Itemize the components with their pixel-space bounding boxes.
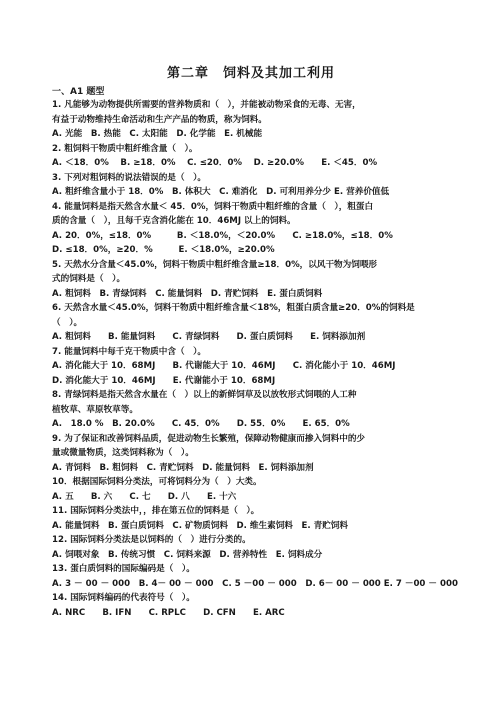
document-title: 第二章 饲料及其加工利用 (166, 66, 335, 81)
text-line: A. 粗饲料 B. 能量饲料 C. 青绿饲料 D. 蛋白质饲料 E. 饲料添加剂 (52, 332, 366, 342)
text-line: A. ＜18．0% B. ≥18．0% C. ≤20．0% D. ≥20.0% E. ＜45．0% (52, 158, 378, 168)
text-line: 有益于动物维持生命活动和生产产品的物质，称为饲料。 (52, 114, 267, 125)
text-line: A. 20．0%，≤18．0% B. ＜18.0%，＜20.0% C. ≥18.0%，≤18．0% (52, 230, 393, 241)
text-line: A. NRC B. IFN C. RPLC D. CFN E. ARC (52, 607, 285, 618)
text-line: D. 消化能大于 10．46MJ E. 代谢能小于 10．68MJ (52, 375, 276, 386)
text-line: 植牧草、草原牧草等。 (52, 404, 138, 415)
text-line: A. 粗饲料 B. 青绿饲料 C. 能量饲料 D. 青贮饲料 E. 蛋白质饲料 (52, 288, 323, 299)
section-heading: 一、A1 题型 (52, 87, 105, 97)
text-line: 8. 青绿饲料是指天然含水量在（ ）以上的新鲜饲草及以放牧形式饲喂的人工种 (52, 390, 357, 400)
text-line: 14. 国际饲料编码的代表符号（ ）。 (52, 593, 195, 603)
text-line: 6. 天然含水量＜45.0%，饲料干物质中粗纤维含量＜18%，粗蛋白质含量≥20．0%的饲料是 (52, 303, 415, 313)
text-line: 13. 蛋白质饲料的国际编码是（ ）。 (52, 564, 195, 574)
text-line: 10．根据国际饲料分类法，可将饲料分为（ ）大类。 (52, 477, 262, 487)
question-list (52, 98, 472, 620)
text-line: 12. 国际饲料分类法是以饲料的（ ）进行分类的。 (52, 535, 251, 545)
text-line: 4. 能量饲料是指天然含水量＜ 45．0%，饲料干物质中粗纤维的含量（ ），粗蛋白 (52, 201, 374, 212)
text-line: A. 粗纤维含量小于 18．0% B. 体积大 C. 难消化 D. 可利用养分少 E. 营养价值低 (52, 187, 390, 197)
text-line: 2. 粗饲料干物质中粗纤维含量（ ）。 (52, 143, 198, 154)
text-line: 9. 为了保证和改善饲料品质，促进动物生长繁殖，保障动物健康而掺入饲料中的少 (52, 433, 366, 444)
text-line: 式的饲料是（ ）。 (52, 274, 126, 284)
text-line: 11. 国际饲料分类法中，，排在第五位的饲料是（ ）。 (52, 506, 260, 516)
text-line: A. 能量饲料 B. 蛋白质饲料 C. 矿物质饲料 D. 维生素饲料 E. 青贮饲料 (52, 520, 348, 531)
text-line: 7. 能量饲料中每千克干物质中含（ ）。 (52, 346, 207, 357)
text-line: 1. 凡能够为动物提供所需要的营养物质和（ ），并能被动物采食的无毒、无害， (52, 100, 361, 110)
text-line: 量或微量物质，这类饲料称为（ ）。 (52, 448, 194, 458)
text-line: A. 饲喂对象 B. 传统习惯 C. 饲料来源 D. 营养特性 E. 饲料成分 (52, 549, 323, 560)
text-line: 5. 天然水分含量＜45.0%，饲料干物质中粗纤维含量≥18．0%，以风干物为饲喂形 (52, 259, 378, 270)
text-line: A. 18.0 % B. 20.0% C. 45．0% D. 55．0% E. 65．0% (52, 419, 350, 429)
text-line: D. ≤18．0%，≥20．% E. ＜18.0%，≥20.0% (52, 245, 275, 255)
text-line: （ ）。 (52, 317, 83, 328)
text-line: 质的含量（ ），且每千克含消化能在 10．46MJ 以上的饲料。 (52, 216, 296, 226)
text-line: 3. 下列对粗饲料的说法错误的是（ ）。 (52, 172, 207, 183)
text-line: A. 光能 B. 热能 C. 太阳能 D. 化学能 E. 机械能 (52, 129, 263, 139)
text-line: A. 3 － 00 － 000 B. 4－ 00 － 000 C. 5 －00 － 000 D. 6－ 00 － 000 E. 7 －00 － 000 (52, 578, 458, 589)
text-line: A. 青饲料 B. 粗饲料 C. 青贮饲料 D. 能量饲料 E. 饲料添加剂 (52, 462, 314, 473)
text-line: A. 消化能大于 10．68MJ B. 代谢能大于 10．46MJ C. 消化能小于 10．46MJ (52, 361, 396, 371)
text-line: A. 五 B. 六 C. 七 D. 八 E. 十六 (52, 491, 237, 502)
